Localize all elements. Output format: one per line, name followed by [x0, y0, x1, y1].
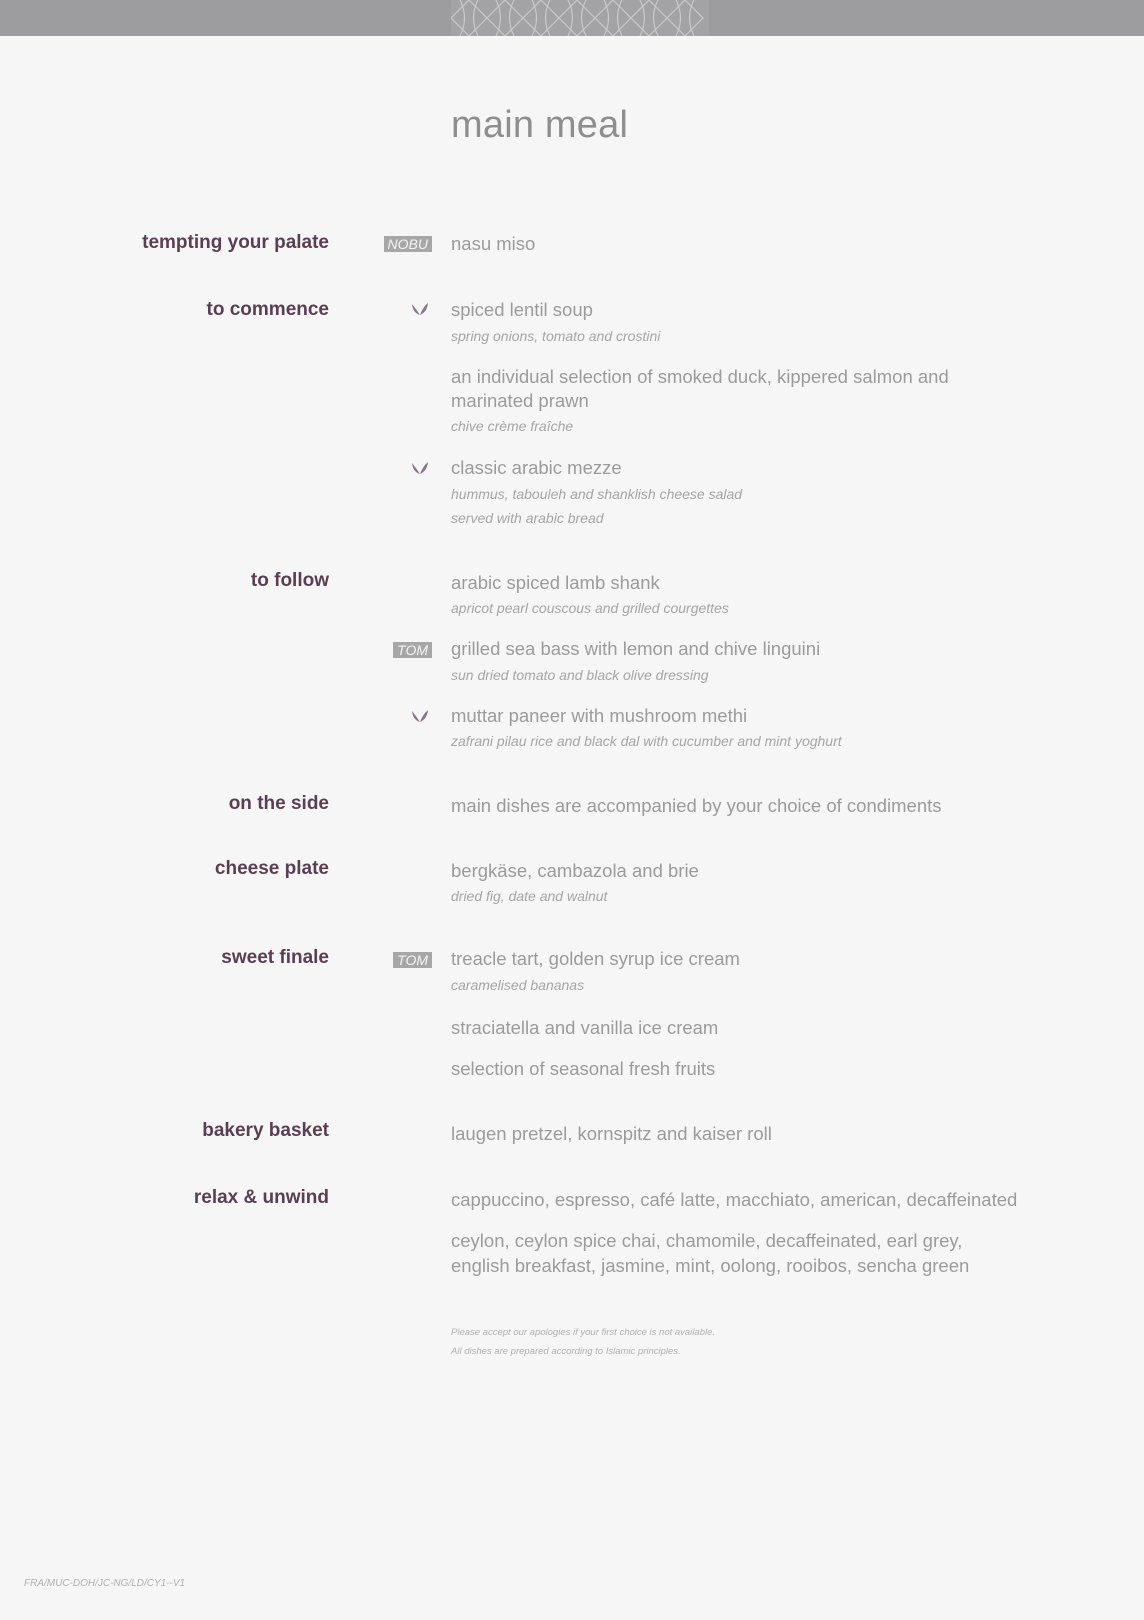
dish-description: caramelised bananas — [451, 977, 585, 993]
dish-description: zafrani pilau rice and black dal with cucumber and mint yoghurt — [451, 733, 842, 749]
leaf-icon — [411, 302, 429, 316]
dish-nasu-miso: nasu miso — [451, 233, 536, 254]
dish-bread-selection: laugen pretzel, kornspitz and kaiser roll — [451, 1123, 772, 1144]
dish-grilled-sea-bass: grilled sea bass with lemon and chive linguini — [451, 638, 821, 659]
dish-arabic-spiced-lamb-shank: arabic spiced lamb shank — [451, 572, 660, 593]
dish-smoked-selection-line2: marinated prawn — [451, 390, 589, 411]
section-label-tempting-your-palate: tempting your palate — [142, 232, 329, 253]
section-label-to-commence: to commence — [206, 299, 329, 320]
leaf-icon — [411, 461, 429, 475]
geometric-pattern-icon — [451, 0, 709, 36]
dish-description: apricot pearl couscous and grilled courgettes — [451, 600, 729, 616]
section-label-to-follow: to follow — [250, 570, 329, 591]
dish-description: chive crème fraîche — [451, 418, 574, 434]
dish-cheese-selection: bergkäse, cambazola and brie — [451, 860, 699, 881]
document-code: FRA/MUC-DOH/JC-NG/LD/CY1--V1 — [24, 1578, 186, 1589]
dish-fresh-fruits: selection of seasonal fresh fruits — [451, 1058, 716, 1079]
dish-description: served with arabic bread — [451, 510, 604, 526]
section-label-relax-and-unwind: relax & unwind — [193, 1187, 329, 1208]
section-label-sweet-finale: sweet finale — [221, 947, 329, 968]
dish-description: spring onions, tomato and crostini — [451, 328, 661, 344]
dish-description: hummus, tabouleh and shanklish cheese salad — [451, 486, 743, 502]
nobu-badge: NOBU — [384, 236, 432, 252]
tea-selection-line1: ceylon, ceylon spice chai, chamomile, decaffeinated, earl grey, — [451, 1230, 963, 1251]
dish-classic-arabic-mezze: classic arabic mezze — [451, 457, 622, 478]
section-label-cheese-plate: cheese plate — [214, 858, 329, 879]
section-label-on-the-side: on the side — [228, 793, 329, 814]
dish-smoked-selection-line1: an individual selection of smoked duck, kippered salmon and — [451, 366, 949, 387]
dish-spiced-lentil-soup: spiced lentil soup — [451, 299, 593, 320]
tea-selection-line2: english breakfast, jasmine, mint, oolong, rooibos, sencha green — [451, 1255, 970, 1276]
dish-muttar-paneer: muttar paneer with mushroom methi — [451, 705, 748, 726]
coffee-selection: cappuccino, espresso, café latte, macchiato, american, decaffeinated — [451, 1189, 1018, 1210]
page-title: main meal — [451, 104, 629, 146]
dish-treacle-tart: treacle tart, golden syrup ice cream — [451, 948, 740, 969]
tom-badge: TOM — [393, 642, 432, 658]
section-label-bakery-basket: bakery basket — [202, 1120, 329, 1141]
leaf-icon — [411, 709, 429, 723]
footnote-availability: Please accept our apologies if your first choice is not available. — [451, 1327, 716, 1338]
tom-badge: TOM — [393, 952, 432, 968]
footnote-islamic-principles: All dishes are prepared according to Islamic principles. — [451, 1346, 681, 1357]
dish-description: sun dried tomato and black olive dressing — [451, 667, 709, 683]
dish-ice-cream: straciatella and vanilla ice cream — [451, 1017, 719, 1038]
dish-condiments: main dishes are accompanied by your choice of condiments — [451, 795, 942, 816]
dish-description: dried fig, date and walnut — [451, 888, 608, 904]
